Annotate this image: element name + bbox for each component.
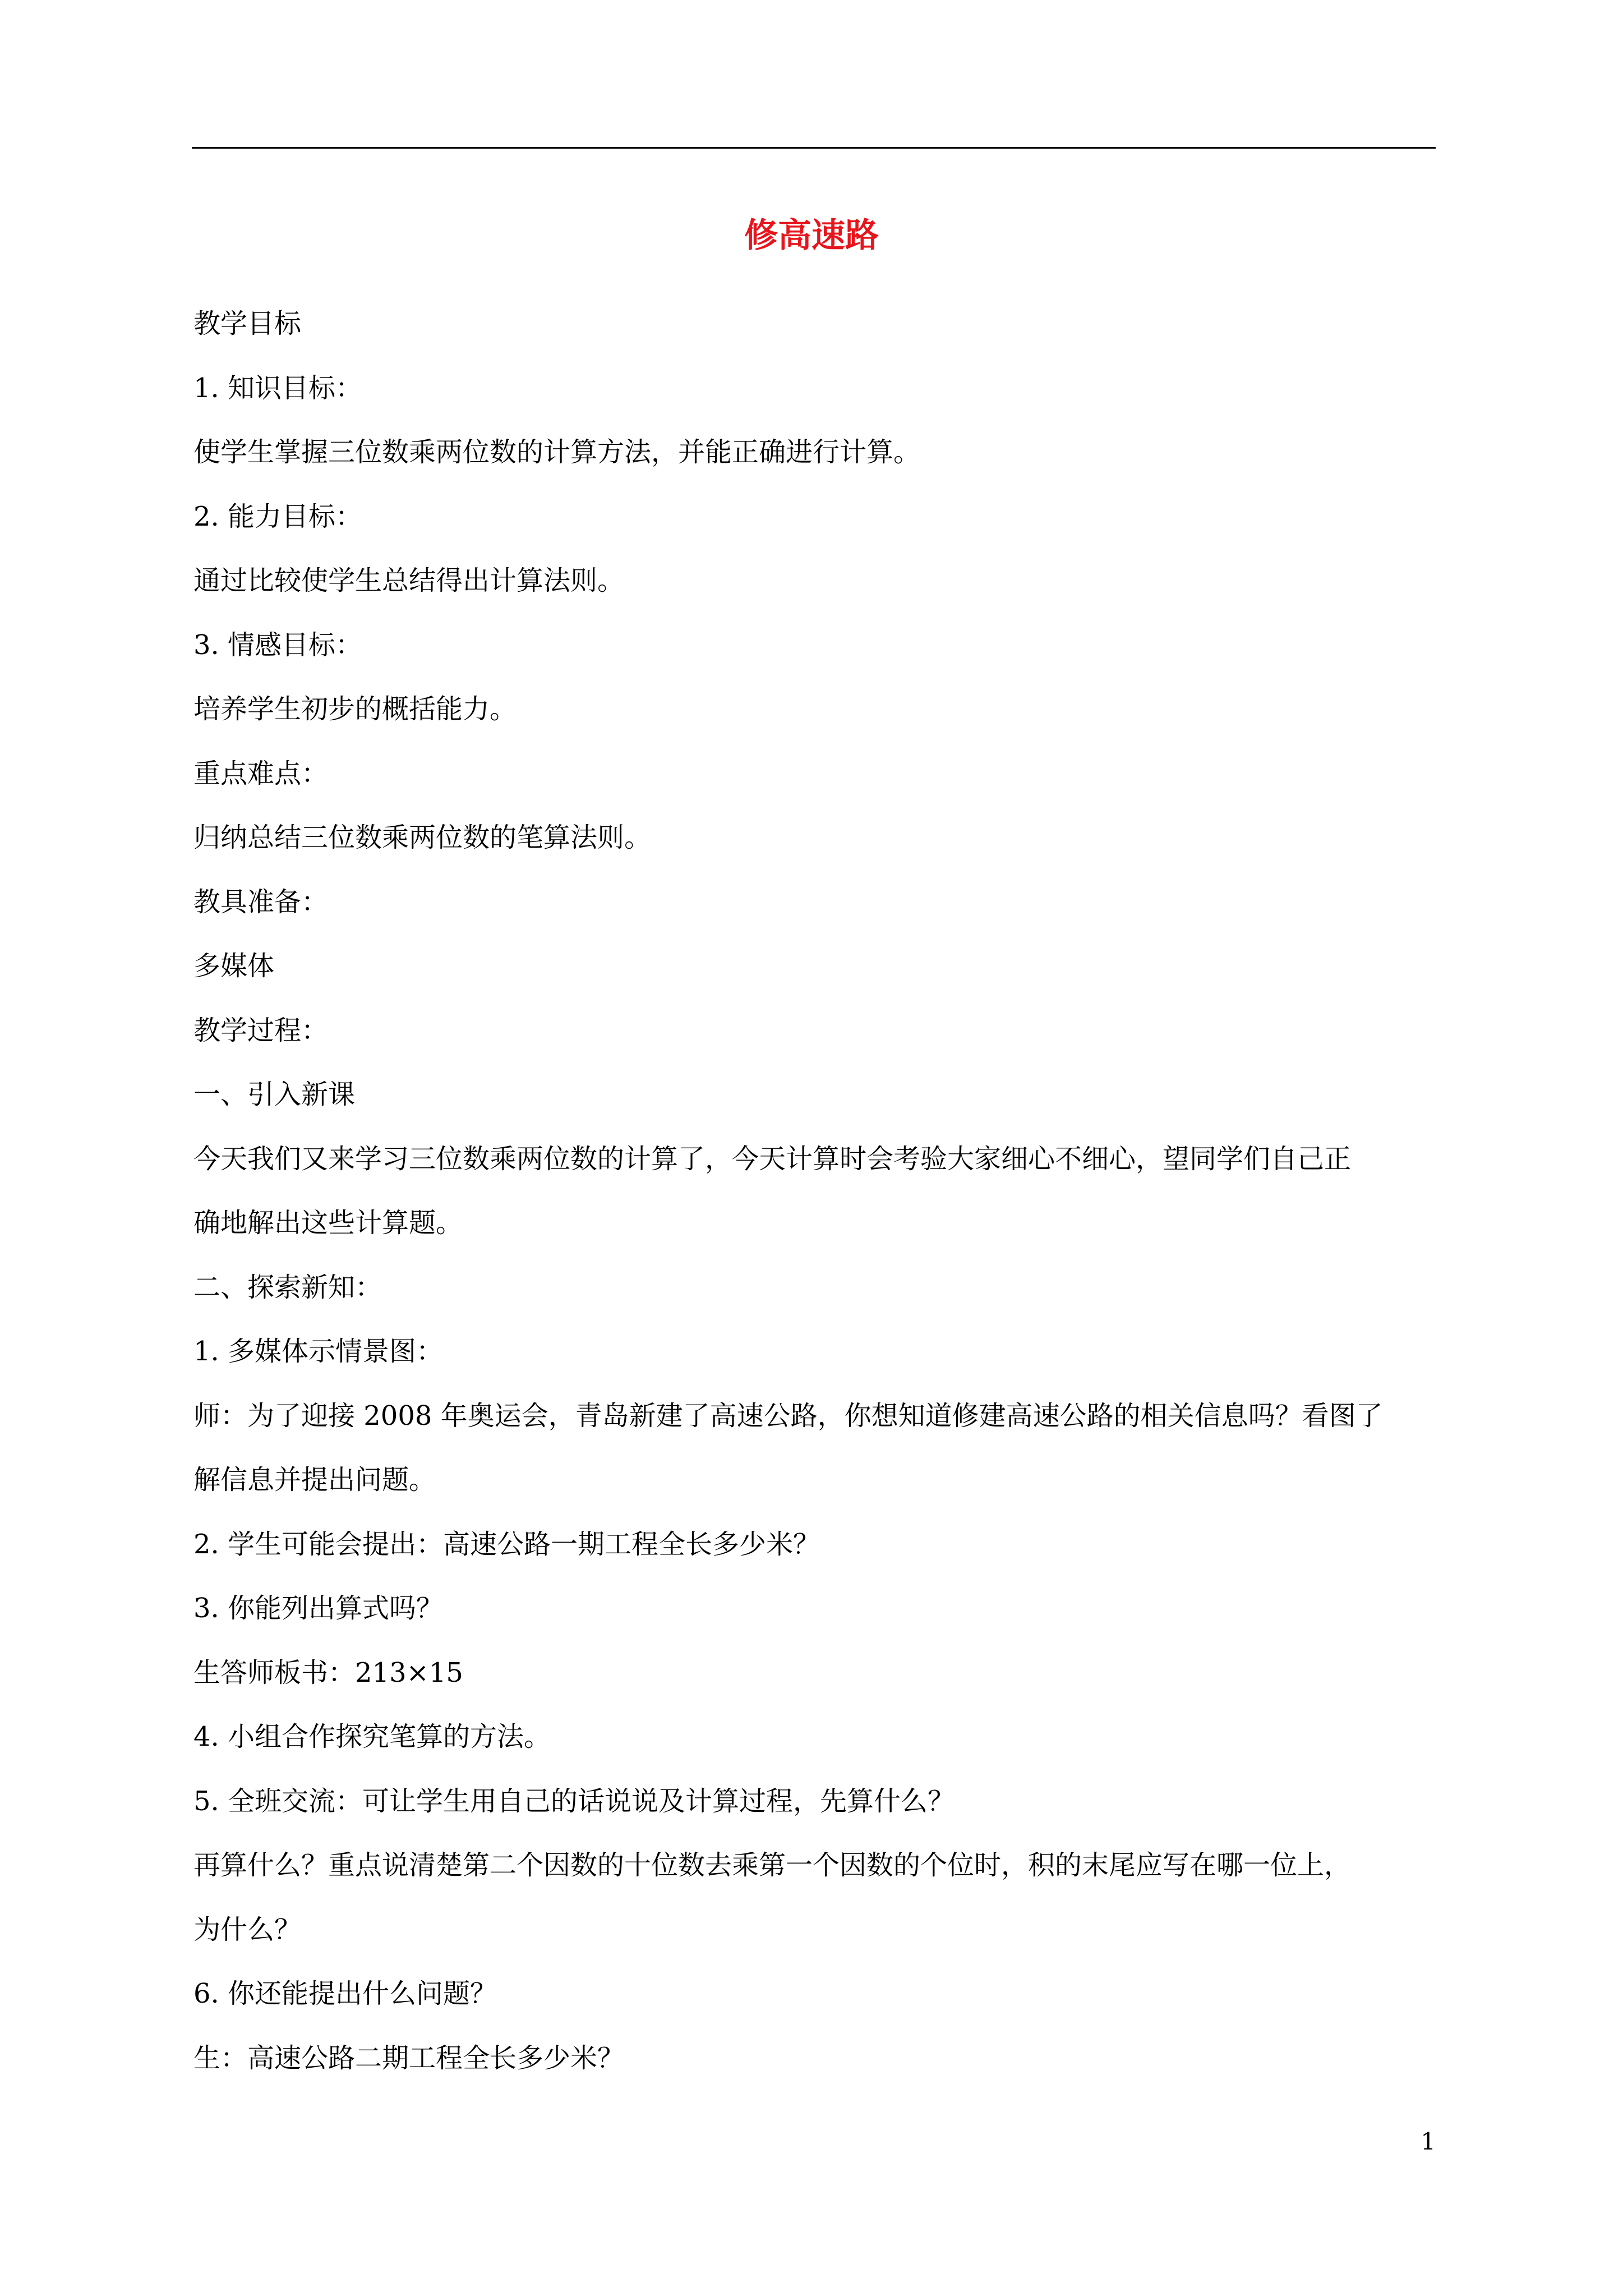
text-line: 1. 多媒体示情景图： (193, 1336, 444, 1367)
document-body (193, 292, 1438, 2090)
text-line: 5. 全班交流：可让学生用自己的话说说及计算过程，先算什么？ (193, 1785, 955, 1817)
text-line: 3. 你能列出算式吗？ (193, 1593, 444, 1624)
text-line: 二、探索新知： (193, 1271, 382, 1303)
text-line: 今天我们又来学习三位数乘两位数的计算了，今天计算时会考验大家细心不细心，望同学们自己正 (193, 1143, 1352, 1175)
text-line: 1. 知识目标： (193, 372, 363, 404)
text-line: 师：为了迎接 2008 年奥运会，青岛新建了高速公路，你想知道修建高速公路的相关信息吗？看图了 (193, 1400, 1383, 1432)
page-number: 1 (1421, 2128, 1436, 2155)
text-line: 解信息并提出问题。 (193, 1464, 436, 1496)
text-line: 生：高速公路二期工程全长多少米？ (193, 2042, 625, 2074)
text-line: 2. 能力目标： (193, 500, 363, 532)
text-line: 确地解出这些计算题。 (193, 1207, 463, 1239)
text-line: 教学过程： (193, 1014, 329, 1046)
text-line: 培养学生初步的概括能力。 (193, 693, 517, 725)
text-line: 6. 你还能提出什么问题？ (193, 1978, 497, 2009)
text-line: 通过比较使学生总结得出计算法则。 (193, 565, 625, 596)
text-line: 2. 学生可能会提出：高速公路一期工程全长多少米？ (193, 1528, 820, 1560)
text-line: 3. 情感目标： (193, 629, 363, 661)
header-rule (192, 147, 1436, 149)
text-line: 生答师板书：213×15 (193, 1657, 463, 1688)
text-line: 多媒体 (193, 950, 275, 982)
text-line: 使学生掌握三位数乘两位数的计算方法，并能正确进行计算。 (193, 436, 921, 468)
text-line: 再算什么？重点说清楚第二个因数的十位数去乘第一个因数的个位时，积的末尾应写在哪一位上， (193, 1849, 1352, 1881)
text-line: 教学目标 (193, 308, 302, 339)
text-line: 4. 小组合作探究笔算的方法。 (193, 1721, 551, 1752)
text-line: 为什么？ (193, 1913, 302, 1945)
text-line: 归纳总结三位数乘两位数的笔算法则。 (193, 822, 652, 853)
document-title: 修高速路 (744, 216, 879, 255)
text-line: 重点难点： (193, 757, 329, 789)
text-line: 一、引入新课 (193, 1079, 356, 1110)
text-line: 教具准备： (193, 886, 329, 918)
